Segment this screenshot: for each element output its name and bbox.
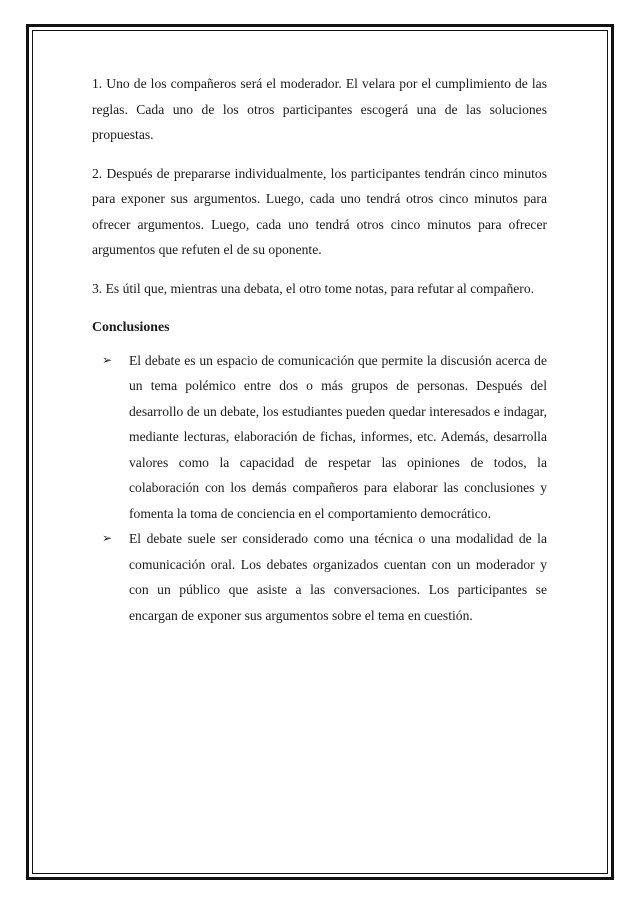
conclusions-list: [92, 348, 547, 629]
conclusions-heading: Conclusiones: [92, 319, 170, 334]
paragraph-2: 2. Después de prepararse individualmente, los participantes tendrán cinco minutos para exponer sus argumentos. Luego, cada uno tendrá otros cinco minutos para ofrecer argumentos. Luego, cada uno tendrá otros cinco minutos para ofrecer argumentos que refuten el de su oponente.: [92, 165, 547, 257]
list-item: [92, 348, 547, 527]
document-body: [92, 71, 547, 628]
paragraph-1: 1. Uno de los compañeros será el moderador. El velara por el cumplimiento de las reglas. Cada uno de los otros participantes escogerá una de las soluciones propuestas.: [92, 76, 547, 142]
paragraph-3: 3. Es útil que, mientras una debata, el otro tome notas, para refutar al compañero.: [92, 280, 535, 296]
arrow-bullet-icon: ➢: [102, 352, 113, 367]
arrow-bullet-icon: ➢: [102, 531, 113, 545]
list-item-text: El debate es un espacio de comunicación que permite la discusión acerca de un tema polémico entre dos o más grupos de personas. Después del desarrollo de un debate, los estudiantes pueden quedar interesados e indagar, mediante lecturas, elaboración de fichas, informes, etc. Además, desarrolla valores como la capacidad de respetar las opiniones de todos, la colaboración con los demás compañeros para elaborar las conclusiones y fomenta la toma de conciencia en el comportamiento democrático.: [129, 352, 547, 521]
list-item: [92, 526, 547, 628]
list-item-text: El debate suele ser considerado como una técnica o una modalidad de la comunicación oral. Los debates organizados cuentan con un moderador y con un público que asiste a las conversaciones. Los participantes se encargan de exponer sus argumentos sobre el tema en cuestión.: [129, 531, 547, 623]
